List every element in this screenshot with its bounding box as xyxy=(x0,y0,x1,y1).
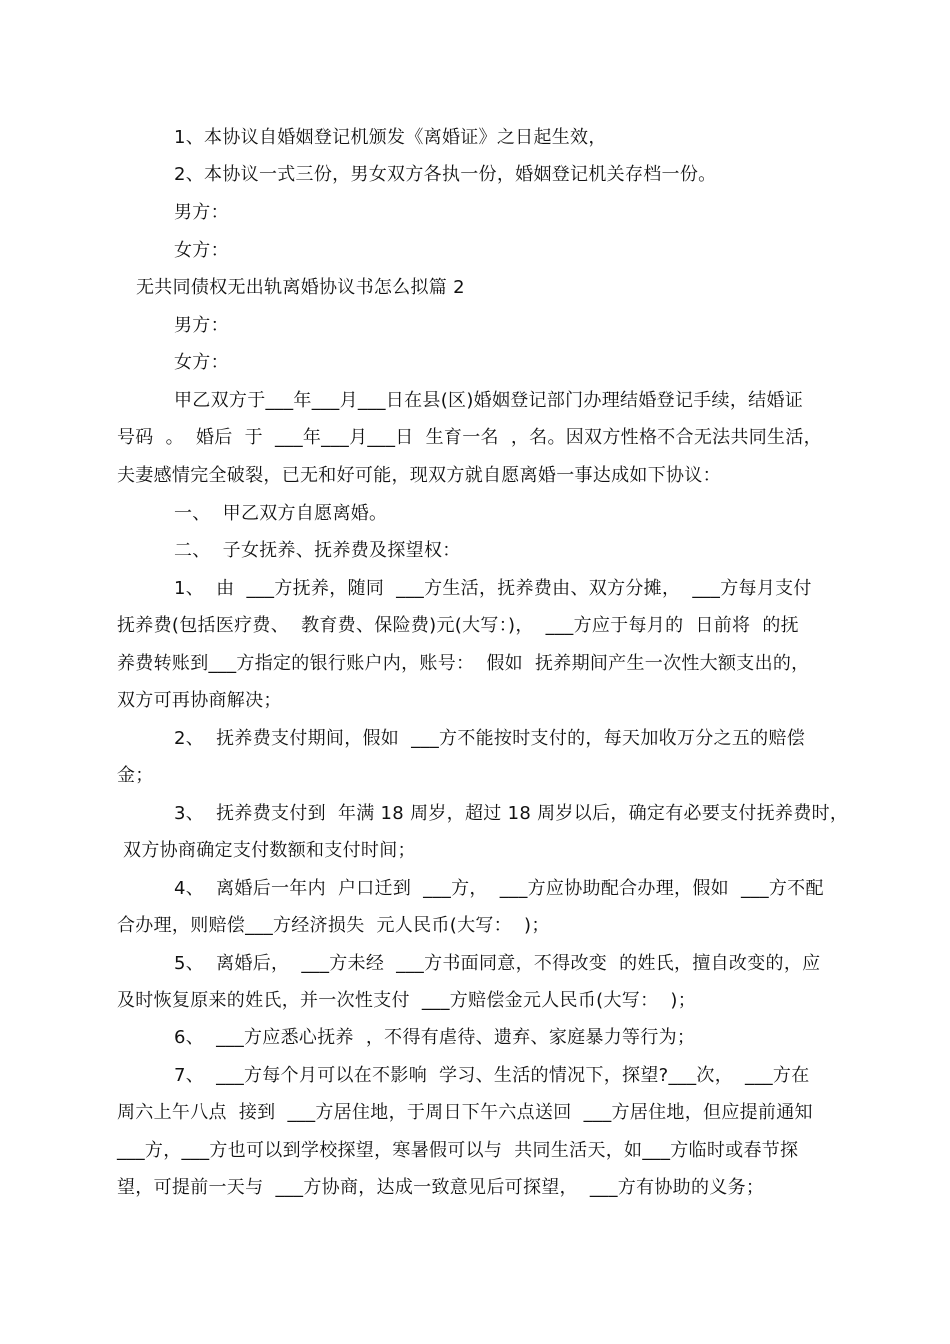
item-7: ___方，___方也可以到学校探望，寒暑假可以与 共同生活天，如___方临时或春节探 xyxy=(117,1140,799,1161)
item-2: 金； xyxy=(117,765,154,786)
item-5: 及时恢复原来的姓氏，并一次性支付 ___方赔偿金元人民币(大写： )； xyxy=(117,990,697,1011)
paragraph-intro: 甲乙双方于___年___月___日在县(区)婚姻登记部门办理结婚登记手续，结婚证 xyxy=(174,390,804,411)
item-7: 周六上午八点 接到 ___方居住地，于周日下午六点送回 ___方居住地，但应提前通知 xyxy=(117,1102,813,1123)
item-1: 双方可再协商解决； xyxy=(117,690,282,711)
party-female: 女方： xyxy=(174,352,229,373)
item-4: 合办理，则赔偿___方经济损失 元人民币(大写： )； xyxy=(117,915,550,936)
item-3: 双方协商确定支付数额和支付时间； xyxy=(117,840,416,861)
item-1: 抚养费(包括医疗费、 教育费、保险费)元(大写：)， ___方应于每月的 日前将 的抚 xyxy=(117,615,799,636)
item-7: 7、 ___方每个月可以在不影响 学习、生活的情况下，探望?___次， ___方在 xyxy=(174,1065,810,1086)
item-6: 6、 ___方应悉心抚养 ，不得有虐待、遗弃、家庭暴力等行为； xyxy=(174,1027,696,1048)
item-5: 5、 离婚后， ___方未经 ___方书面同意，不得改变 的姓氏，擅自改变的，应 xyxy=(174,953,821,974)
item-3: 3、 抚养费支付到 年满 18 周岁，超过 18 周岁以后，确定有必要支付抚养费时， xyxy=(174,803,849,824)
item-2: 2、 抚养费支付期间，假如 ___方不能按时支付的，每天加收万分之五的赔偿 xyxy=(174,728,806,749)
signature-male: 男方： xyxy=(174,202,229,223)
article-two: 二、 子女抚养、抚养费及探望权： xyxy=(174,540,461,561)
paragraph-intro: 号码 。 婚后 于 ___年___月___日 生育一名 ，名。因双方性格不合无法共同生活， xyxy=(117,427,822,448)
item-7: 望，可提前一天与 ___方协商，达成一致意见后可探望， ___方有协助的义务； xyxy=(117,1177,765,1198)
party-male: 男方： xyxy=(174,315,229,336)
section-heading: 无共同债权无出轨离婚协议书怎么拟篇 2 xyxy=(136,277,465,298)
paragraph-intro: 夫妻感情完全破裂，已无和好可能，现双方就自愿离婚一事达成如下协议： xyxy=(117,465,721,486)
clause-effective-date: 1、本协议自婚姻登记机颁发《离婚证》之日起生效， xyxy=(174,127,607,148)
item-4: 4、 离婚后一年内 户口迁到 ___方， ___方应协助配合办理，假如 ___方不配 xyxy=(174,878,824,899)
clause-copies: 2、本协议一式三份，男女双方各执一份，婚姻登记机关存档一份。 xyxy=(174,164,717,185)
item-1: 1、 由 ___方抚养，随同 ___方生活，抚养费由、双方分摊， ___方每月支付 xyxy=(174,578,812,599)
item-1: 养费转账到___方指定的银行账户内，账号： 假如 抚养期间产生一次性大额支出的， xyxy=(117,653,810,674)
signature-female: 女方： xyxy=(174,240,229,261)
article-one: 一、 甲乙双方自愿离婚。 xyxy=(174,503,388,524)
